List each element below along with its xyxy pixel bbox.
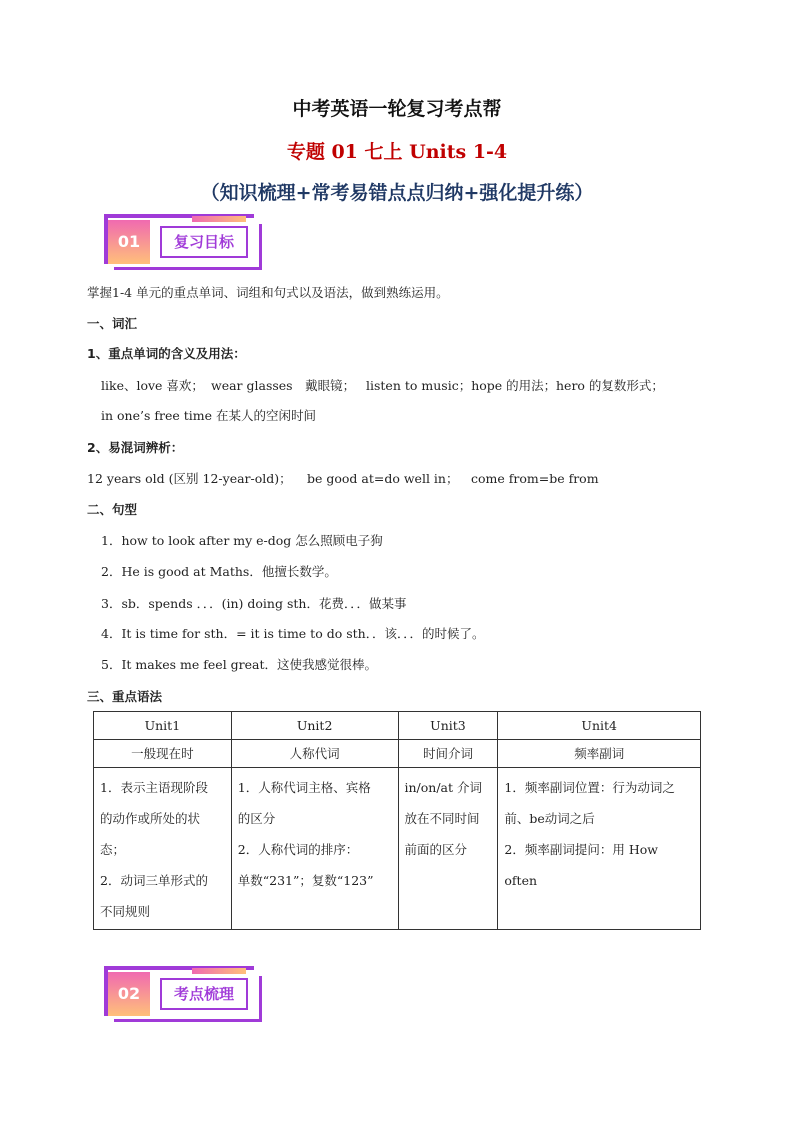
- detail-line: 的动作或所处的状: [100, 811, 201, 826]
- confusable-words-line: [87, 469, 599, 487]
- badge-accent-strip: [192, 216, 246, 222]
- pattern-item: 5．It makes me feel great．这使我感觉很棒。: [101, 657, 378, 672]
- table-row-details: [94, 768, 701, 930]
- pattern-item: 3．sb．spends ．．．(in) doing sth．花费．．．做某事: [101, 596, 407, 611]
- section-badge-review-goals: [104, 214, 264, 270]
- key-words-line-1: [101, 376, 664, 394]
- table-cell-topic: 频率副词: [498, 740, 701, 768]
- badge-accent-strip: [192, 968, 246, 974]
- table-cell-detail: [231, 768, 398, 930]
- pattern-item: 4．It is time for sth．= it is time to do sth．．该．．．的时候了。: [101, 626, 485, 641]
- badge-label: 考点梳理: [160, 978, 248, 1010]
- detail-line: 态；: [100, 842, 126, 857]
- key-word-item: listen to music；hope 的用法；: [366, 378, 557, 393]
- detail-line: often: [504, 873, 538, 888]
- confusable-words-heading: 2、易混词辨析：: [87, 440, 184, 455]
- pattern-item: 2．He is good at Maths．他擅长数学。: [101, 564, 337, 579]
- vocab-heading: 一、词汇: [87, 316, 138, 331]
- detail-line: 1．人称代词主格、宾格: [237, 780, 371, 795]
- topic-subtitle: 专题 01 七上 Units 1-4: [286, 141, 508, 163]
- table-cell-unit: Unit4: [498, 712, 701, 740]
- table-cell-unit: Unit3: [398, 712, 498, 740]
- table-cell-detail: [94, 768, 232, 930]
- detail-line: 的区分: [237, 811, 276, 826]
- pattern-item: 1．how to look after my e-dog 怎么照顾电子狗: [101, 533, 383, 548]
- table-row-units: [94, 712, 701, 740]
- detail-line: 1．频率副词位置：行为动词之: [504, 780, 675, 795]
- detail-line: 2．人称代词的排序：: [237, 842, 359, 857]
- table-cell-unit: Unit2: [231, 712, 398, 740]
- key-word-item: wear glasses 戴眼镜；: [211, 378, 356, 393]
- confusable-item: be good at=do well in；: [307, 471, 459, 486]
- table-cell-detail: [398, 768, 498, 930]
- confusable-item: 12 years old (区别 12-year-old)；: [87, 471, 292, 486]
- table-cell-unit: Unit1: [94, 712, 232, 740]
- grammar-table: [93, 711, 701, 930]
- table-cell-detail: [498, 768, 701, 930]
- grammar-heading: 三、重点语法: [87, 689, 163, 704]
- detail-line: 2．动词三单形式的: [100, 873, 208, 888]
- table-cell-topic: 一般现在时: [94, 740, 232, 768]
- content-tagline: （知识梳理+常考易错点点归纳+强化提升练）: [200, 182, 594, 204]
- document-title: 中考英语一轮复习考点帮: [292, 98, 502, 120]
- detail-line: 1．表示主语现阶段: [100, 780, 208, 795]
- key-words-heading: 1、重点单词的含义及用法：: [87, 346, 246, 361]
- key-word-item: like、love 喜欢；: [101, 378, 204, 393]
- detail-line: 2．频率副词提问：用 How: [504, 842, 658, 857]
- detail-line: 单数“231”；复数“123”: [237, 873, 374, 888]
- table-cell-topic: 时间介词: [398, 740, 498, 768]
- section-badge-key-points: [104, 966, 264, 1022]
- confusable-item: come from=be from: [471, 471, 599, 486]
- key-word-item: hero 的复数形式；: [556, 378, 664, 393]
- detail-line: 放在不同时间: [404, 811, 480, 826]
- patterns-heading: 二、句型: [87, 502, 138, 517]
- review-goal-text: 掌握1-4 单元的重点单词、词组和句式以及语法，做到熟练运用。: [87, 285, 449, 300]
- detail-line: 前面的区分: [404, 842, 468, 857]
- table-row-topics: [94, 740, 701, 768]
- badge-label: 复习目标: [160, 226, 248, 258]
- detail-line: 前、be动词之后: [504, 811, 595, 826]
- detail-line: 不同规则: [100, 904, 151, 919]
- key-words-line-2: in one’s free time 在某人的空闲时间: [101, 408, 316, 423]
- table-cell-topic: 人称代词: [231, 740, 398, 768]
- badge-number: 01: [117, 232, 141, 251]
- badge-number: 02: [117, 984, 141, 1003]
- detail-line: in/on/at 介词: [404, 780, 482, 795]
